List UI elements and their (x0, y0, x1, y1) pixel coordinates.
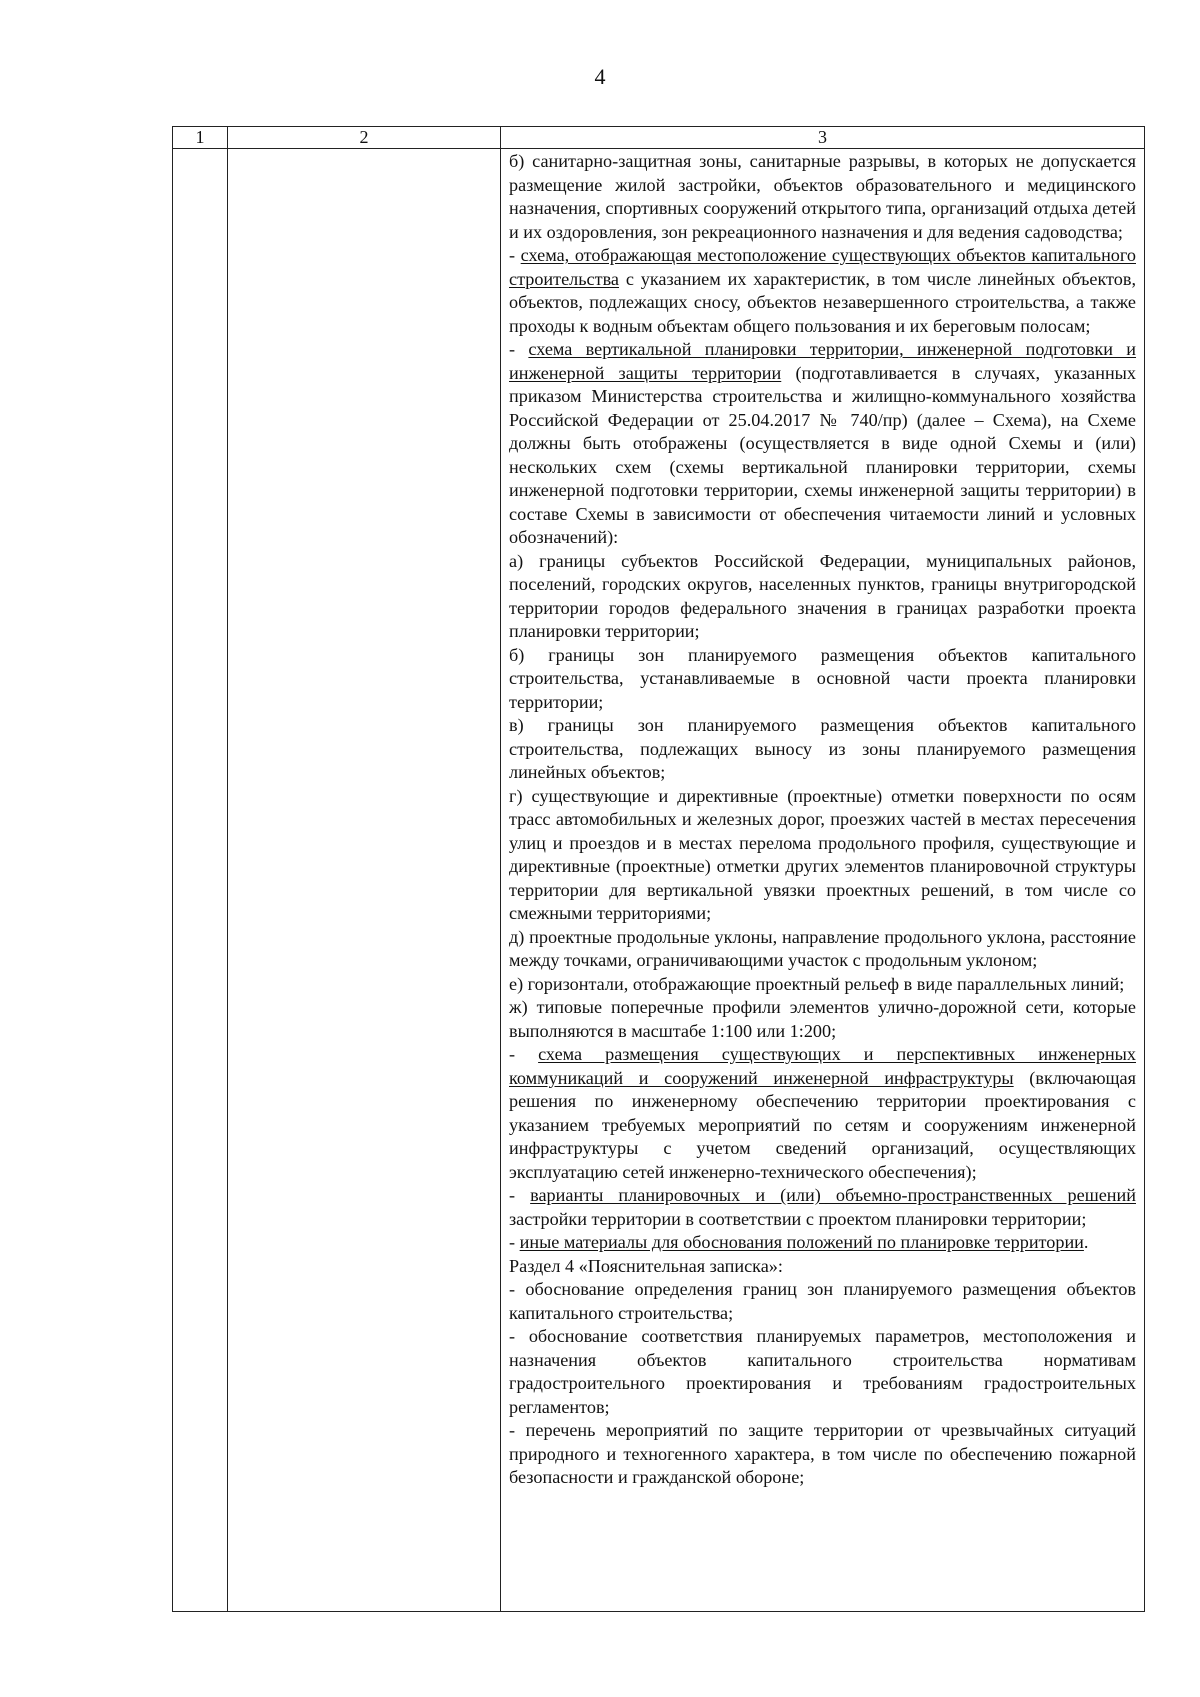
paragraph-text: б) границы зон планируемого размещения объектов капитального строительства, устанавливаемые в основной части проекта планировки территории; (509, 644, 1136, 712)
table-header-row (173, 127, 1145, 149)
paragraph-text: - обоснование соответствия планируемых параметров, местоположения и назначения объектов капитального строительства нормативам градостроительного проектирования и требованиям градостроительных регламентов; (509, 1326, 1136, 1417)
page-number: 4 (594, 64, 606, 89)
paragraph (509, 550, 1136, 644)
paragraph-text: (включающая решения по инженерному обеспечению территории проектирования с указанием требуемых мероприятий по сетям и сооружениям инженерной инфраструктуры с учетом сведений организаций, осуществляющих эксплуатацию сетей инженерно-технического обеспечения); (509, 1067, 1136, 1182)
paragraph (509, 973, 1136, 997)
paragraph-text: . (1083, 1232, 1089, 1252)
paragraph (509, 1043, 1136, 1184)
underlined-term: схема вертикальной планировки территории, инженерной подготовки и инженерной защиты территории (509, 339, 1137, 383)
column-header-1: 1 (173, 127, 228, 149)
paragraph-text: д) проектные продольные уклоны, направление продольного уклона, расстояние между точками, ограничивающими участок с продольным уклоном; (509, 926, 1136, 970)
paragraph (509, 338, 1136, 550)
paragraph (509, 785, 1136, 926)
paragraph (509, 1184, 1136, 1231)
paragraph (509, 714, 1136, 785)
paragraph-lead: - (509, 1185, 531, 1205)
column-header-3: 3 (501, 127, 1145, 149)
paragraph (509, 926, 1136, 973)
cell-col-1 (173, 149, 228, 1612)
paragraph-lead: - (509, 1232, 520, 1252)
paragraph-text: - перечень мероприятий по защите территории от чрезвычайных ситуаций природного и техногенного характера, в том числе по обеспечению пожарной безопасности и гражданской обороне; (509, 1420, 1136, 1487)
cell-col-2 (228, 149, 501, 1612)
paragraph (509, 1325, 1136, 1419)
paragraph (509, 150, 1136, 244)
underlined-term: иные материалы для обоснования положений по планировке территории (519, 1232, 1084, 1252)
paragraph-text: б) санитарно-защитная зоны, санитарные разрывы, в которых не допускается размещение жилой застройки, объектов образовательного и медицинского назначения, спортивных сооружений открытого типа, организаций отдыха детей и их оздоровления, зон рекреационного назначения и для ведения садоводства; (509, 151, 1136, 242)
paragraph-text: - обоснование определения границ зон планируемого размещения объектов капитального строительства; (509, 1279, 1136, 1323)
paragraph-text: (подготавливается в случаях, указанных приказом Министерства строительства и жилищно-коммунального хозяйства Российской Федерации от 25.04.2017 № 740/пр) (далее – Схема), на Схеме должны быть отображены (осуществляется в виде одной Схемы и (или) нескольких схем (схемы вертикальной планировки территории, схемы инженерной подготовки территории, схемы инженерной защиты территории) в составе Схемы в зависимости от обеспечения читаемости линий и условных обозначений): (509, 362, 1136, 547)
paragraph (509, 1278, 1136, 1325)
paragraph-lead: - (509, 1044, 539, 1064)
paragraph-text: в) границы зон планируемого размещения объектов капитального строительства, подлежащих выносу из зоны планируемого размещения линейных объектов; (509, 715, 1136, 782)
paragraph-lead: - (509, 339, 529, 359)
paragraph (509, 1419, 1136, 1490)
paragraph-lead: - (509, 245, 521, 265)
cell-content (501, 149, 1144, 1490)
paragraph-text: г) существующие и директивные (проектные) отметки поверхности по осям трасс автомобильных и железных дорог, проезжих частей в местах пересечения улиц и проездов и в местах перелома продольного профиля, существующие и директивные (проектные) отметки других элементов планировочной структуры территории для вертикальной увязки проектных решений, в том числе со смежными территориями; (509, 785, 1136, 923)
paragraph (509, 996, 1136, 1043)
paragraph-text: застройки территории в соответствии с проектом планировки территории; (509, 1208, 1087, 1229)
document-table (172, 126, 1145, 1612)
column-header-2: 2 (228, 127, 501, 149)
paragraph-text: е) горизонтали, отображающие проектный рельеф в виде параллельных линий; (509, 973, 1125, 994)
underlined-term: схема размещения существующих и перспективных инженерных коммуникаций и сооружений инженерной инфраструктуры (509, 1044, 1136, 1088)
paragraph (509, 1231, 1136, 1255)
paragraph-text: Раздел 4 «Пояснительная записка»: (509, 1255, 783, 1276)
paragraph (509, 244, 1136, 338)
underlined-term: схема, отображающая местоположение существующих объектов капитального строительства (509, 245, 1136, 289)
paragraph-text: а) границы субъектов Российской Федерации, муниципальных районов, поселений, городских округов, населенных пунктов, границы внутригородской территории городов федерального значения в границах разработки проекта планировки территории; (509, 550, 1136, 641)
paragraph-text: ж) типовые поперечные профили элементов улично-дорожной сети, которые выполняются в масштабе 1:100 или 1:200; (509, 997, 1136, 1041)
table-row (173, 149, 1145, 1612)
underlined-term: варианты планировочных и (или) объемно-пространственных решений (530, 1185, 1136, 1205)
paragraph (509, 644, 1136, 715)
section-heading (509, 1255, 1136, 1279)
cell-col-3 (501, 149, 1145, 1612)
paragraph-text: с указанием их характеристик, в том числе линейных объектов, объектов, подлежащих сносу, объектов незавершенного строительства, а также проходы к водным объектам общего пользования и их береговым полосам; (509, 268, 1136, 336)
